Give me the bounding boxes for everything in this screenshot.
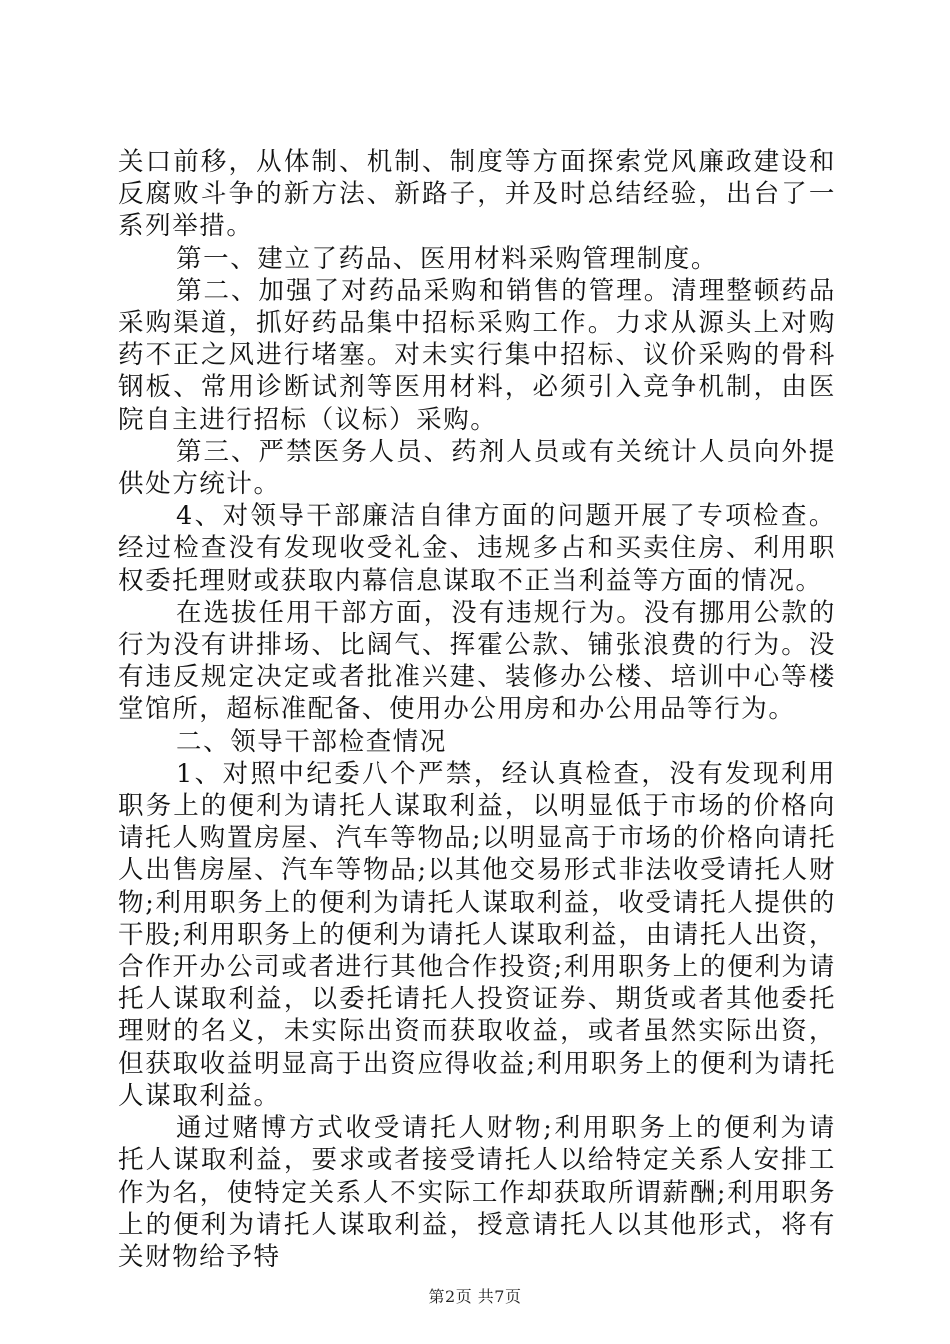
page-footer: 第2页 共7页 [428, 1287, 522, 1306]
paragraph: 关口前移，从体制、机制、制度等方面探索党风廉政建设和反腐败斗争的新方法、新路子，并及时总结经验，出台了一系列举措。 [118, 147, 836, 242]
paragraph: 在选拔任用干部方面，没有违规行为。没有挪用公款的行为没有讲排场、比阔气、挥霍公款、铺张浪费的行为。没有违反规定决定或者批准兴建、装修办公楼、培训中心等楼堂馆所，超标准配备、使用办公用房和办公用品等行为。 [118, 597, 836, 725]
document-body [118, 146, 836, 1273]
paragraph: 第一、建立了药品、医用材料采购管理制度。 [176, 243, 719, 274]
paragraph: 第三、严禁医务人员、药剂人员或有关统计人员向外提供处方统计。 [118, 436, 836, 500]
paragraph: 第二、加强了对药品采购和销售的管理。清理整顿药品采购渠道，抓好药品集中招标采购工作。力求从源头上对购药不正之风进行堵塞。对未实行集中招标、议价采购的骨科钢板、常用诊断试剂等医用材料，必须引入竞争机制，由医院自主进行招标（议标）采购。 [118, 275, 836, 435]
paragraph: 4、对领导干部廉洁自律方面的问题开展了专项检查。经过检查没有发现收受礼金、违规多占和买卖住房、利用职权委托理财或获取内幕信息谋取不正当利益等方面的情况。 [118, 501, 836, 596]
paragraph: 通过赌博方式收受请托人财物;利用职务上的便利为请托人谋取利益，要求或者接受请托人以给特定关系人安排工作为名，使特定关系人不实际工作却获取所谓薪酬;利用职务上的便利为请托人谋取利益，授意请托人以其他形式，将有关财物给予特 [118, 1113, 836, 1272]
paragraph: 1、对照中纪委八个严禁，经认真检查，没有发现利用职务上的便利为请托人谋取利益，以明显低于市场的价格向请托人购置房屋、汽车等物品;以明显高于市场的价格向请托人出售房屋、汽车等物品;以其他交易形式非法收受请托人财物;利用职务上的便利为请托人谋取利益，收受请托人提供的干股;利用职务上的便利为请托人谋取利益，由请托人出资，合作开办公司或者进行其他合作投资;利用职务上的便利为请托人谋取利益，以委托请托人投资证券、期货或者其他委托理财的名义，未实际出资而获取收益，或者虽然实际出资，但获取收益明显高于出资应得收益;利用职务上的便利为请托人谋取利益。 [118, 758, 836, 1111]
section-heading: 二、领导干部检查情况 [176, 726, 448, 757]
